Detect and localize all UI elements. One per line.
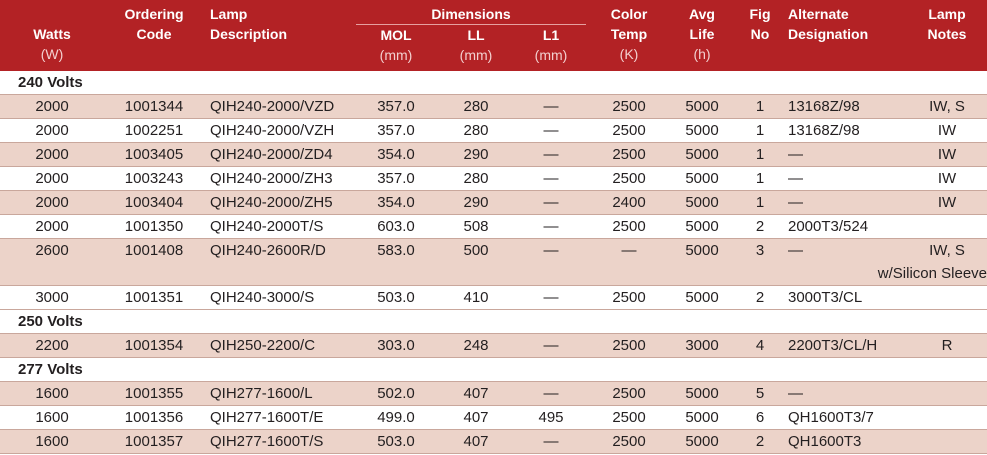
cell-color-temp: 2500: [586, 382, 672, 406]
cell-ordering-code: 1001350: [124, 218, 184, 235]
cell-mol: 583.0: [356, 239, 436, 286]
col-fig-no: Fig No: [749, 6, 771, 42]
cell-ll: 280: [463, 122, 489, 139]
cell-watts: 2000: [0, 191, 104, 215]
cell-lamp-description: QIH240-2000/VZH: [210, 122, 335, 139]
cell-alternate-designation: QH1600T3/7: [788, 409, 874, 426]
cell-l1: —: [516, 191, 586, 215]
cell-ll: 407: [436, 382, 516, 406]
cell-l1: —: [543, 218, 559, 235]
cell-avg-life: 5000: [685, 170, 719, 187]
cell-fig-no: 2: [732, 430, 788, 454]
cell-ll: 280: [436, 95, 516, 119]
cell-l1: —: [516, 334, 586, 358]
cell-lamp-notes: IW: [907, 143, 987, 167]
section-title: 277 Volts: [0, 358, 987, 382]
cell-ordering-code: 1001355: [104, 382, 204, 406]
cell-lamp-notes: [877, 239, 987, 286]
cell-ll: 508: [463, 218, 489, 235]
cell-color-temp: 2500: [586, 334, 672, 358]
table-row: [0, 215, 987, 239]
cell-watts: 2000: [0, 95, 104, 119]
cell-fig-no: 1: [755, 170, 765, 187]
cell-lamp-notes: [907, 430, 987, 454]
table-row: [0, 239, 987, 286]
cell-mol: 502.0: [356, 382, 436, 406]
cell-fig-no: 3: [732, 239, 788, 286]
cell-lamp-description: QIH240-3000/S: [210, 289, 315, 306]
cell-lamp-description: QIH240-2000/ZD4: [204, 143, 356, 167]
cell-ordering-code: 1001408: [104, 239, 204, 286]
col-color-temp: Color Temp (K): [610, 6, 648, 62]
cell-avg-life: 5000: [685, 122, 719, 139]
col-watts: Watts (W): [33, 26, 71, 62]
cell-lamp-notes: [907, 382, 987, 406]
cell-ordering-code: 1001357: [104, 430, 204, 454]
cell-ll: 248: [436, 334, 516, 358]
cell-color-temp: 2500: [586, 95, 672, 119]
cell-alternate-designation: 2200T3/CL/H: [788, 334, 907, 358]
cell-ordering-code: 1001344: [104, 95, 204, 119]
cell-mol: 357.0: [356, 95, 436, 119]
cell-color-temp: 2500: [612, 289, 646, 306]
cell-lamp-description: QIH240-2000/ZH3: [210, 170, 333, 187]
cell-ll: 290: [436, 143, 516, 167]
cell-lamp-description: QIH240-2000/ZH5: [204, 191, 356, 215]
cell-ordering-code: 1003404: [104, 191, 204, 215]
col-ordering-code: Ordering Code: [124, 6, 184, 42]
cell-watts: 1600: [0, 382, 104, 406]
table-row: [0, 286, 987, 310]
table-row: [0, 191, 987, 215]
cell-color-temp: 2500: [612, 170, 646, 187]
section-title: 240 Volts: [0, 71, 987, 95]
cell-ll: 280: [463, 170, 489, 187]
lamp-notes-extra: w/Silicon Sleeve: [877, 265, 987, 282]
cell-ordering-code: 1001356: [124, 409, 184, 426]
cell-alternate-designation: QH1600T3: [788, 430, 907, 454]
cell-avg-life: 5000: [685, 218, 719, 235]
cell-lamp-description: QIH240-2600R/D: [204, 239, 356, 286]
col-mol: MOL (mm): [379, 27, 413, 63]
table-row: [0, 334, 987, 358]
cell-alternate-designation: —: [788, 170, 803, 187]
cell-avg-life: 5000: [672, 191, 732, 215]
section-title: 250 Volts: [0, 310, 987, 334]
cell-watts: 2000: [35, 122, 69, 139]
cell-l1: —: [543, 289, 559, 306]
cell-alternate-designation: —: [788, 382, 907, 406]
cell-fig-no: 1: [732, 191, 788, 215]
cell-lamp-notes: R: [907, 334, 987, 358]
cell-l1: 495: [538, 409, 564, 426]
cell-mol: 354.0: [356, 143, 436, 167]
cell-lamp-notes: [907, 215, 987, 239]
cell-lamp-notes: IW: [937, 170, 957, 187]
table-row: [0, 430, 987, 454]
section-header-row: [0, 310, 987, 334]
cell-avg-life: 3000: [672, 334, 732, 358]
col-lamp-description: Lamp Description: [210, 6, 288, 42]
cell-fig-no: 1: [732, 143, 788, 167]
cell-watts: 2600: [0, 239, 104, 286]
cell-mol: 357.0: [377, 170, 415, 187]
table-row: [0, 95, 987, 119]
cell-lamp-description: QIH277-1600/L: [204, 382, 356, 406]
cell-fig-no: 5: [732, 382, 788, 406]
cell-lamp-notes: [907, 286, 987, 310]
cell-avg-life: 5000: [672, 143, 732, 167]
cell-color-temp: 2500: [612, 122, 646, 139]
table-row: [0, 119, 987, 143]
cell-color-temp: 2500: [586, 143, 672, 167]
cell-l1: —: [516, 430, 586, 454]
cell-avg-life: 5000: [672, 239, 732, 286]
table-row: [0, 382, 987, 406]
cell-lamp-description: QIH240-2000/VZD: [204, 95, 356, 119]
cell-fig-no: 2: [755, 289, 765, 306]
cell-lamp-notes: IW: [907, 191, 987, 215]
cell-mol: 503.0: [356, 430, 436, 454]
cell-mol: 503.0: [377, 289, 415, 306]
cell-alternate-designation: —: [788, 239, 907, 286]
cell-watts: 3000: [35, 289, 69, 306]
cell-l1: —: [516, 382, 586, 406]
col-avg-life: Avg Life (h): [689, 6, 715, 62]
section-header-row: [0, 71, 987, 95]
cell-watts: 1600: [0, 430, 104, 454]
cell-mol: 303.0: [356, 334, 436, 358]
cell-color-temp: 2500: [612, 218, 646, 235]
cell-mol: 499.0: [377, 409, 415, 426]
cell-lamp-notes: [907, 406, 987, 430]
cell-lamp-notes: IW, S: [907, 95, 987, 119]
cell-ordering-code: 1003243: [124, 170, 184, 187]
table-row: [0, 406, 987, 430]
cell-ll: 407: [436, 430, 516, 454]
cell-alternate-designation: 3000T3/CL: [788, 289, 863, 306]
cell-ll: 500: [436, 239, 516, 286]
cell-color-temp: 2500: [586, 430, 672, 454]
cell-ordering-code: 1003405: [104, 143, 204, 167]
cell-alternate-designation: 13168Z/98: [788, 122, 860, 139]
cell-ll: 290: [436, 191, 516, 215]
col-l1: L1 (mm): [534, 27, 568, 63]
cell-ll: 407: [463, 409, 489, 426]
cell-watts: 2000: [35, 218, 69, 235]
cell-lamp-description: QIH277-1600T/S: [204, 430, 356, 454]
table-row: [0, 167, 987, 191]
cell-mol: 603.0: [377, 218, 415, 235]
cell-ordering-code: 1002251: [124, 122, 184, 139]
cell-color-temp: —: [586, 239, 672, 286]
cell-color-temp: 2500: [612, 409, 646, 426]
col-dimensions: Dimensions: [356, 0, 586, 25]
cell-watts: 2000: [35, 170, 69, 187]
cell-lamp-description: QIH240-2000T/S: [210, 218, 324, 235]
section-header-row: [0, 358, 987, 382]
cell-color-temp: 2400: [586, 191, 672, 215]
cell-avg-life: 5000: [685, 289, 719, 306]
cell-l1: —: [543, 122, 559, 139]
cell-alternate-designation: 2000T3/524: [788, 218, 869, 235]
lamp-notes-line: IW, S: [929, 242, 965, 259]
cell-ordering-code: 1001351: [124, 289, 184, 306]
cell-avg-life: 5000: [685, 409, 719, 426]
cell-ordering-code: 1001354: [104, 334, 204, 358]
cell-mol: 357.0: [377, 122, 415, 139]
cell-alternate-designation: 13168Z/98: [788, 95, 907, 119]
cell-fig-no: 4: [732, 334, 788, 358]
cell-ll: 410: [463, 289, 489, 306]
table-body: [0, 71, 987, 454]
table-row: [0, 143, 987, 167]
cell-fig-no: 1: [732, 95, 788, 119]
cell-fig-no: 1: [755, 122, 765, 139]
cell-fig-no: 6: [755, 409, 765, 426]
cell-avg-life: 5000: [672, 95, 732, 119]
cell-lamp-notes: IW: [937, 122, 957, 139]
cell-l1: —: [516, 143, 586, 167]
cell-fig-no: 2: [755, 218, 765, 235]
cell-avg-life: 5000: [672, 430, 732, 454]
col-alternate-designation: Alternate Designation: [788, 6, 869, 42]
cell-avg-life: 5000: [672, 382, 732, 406]
cell-watts: 1600: [35, 409, 69, 426]
table-header: [0, 0, 987, 71]
cell-l1: —: [516, 95, 586, 119]
cell-mol: 354.0: [356, 191, 436, 215]
cell-l1: —: [516, 239, 586, 286]
cell-l1: —: [543, 170, 559, 187]
cell-watts: 2000: [0, 143, 104, 167]
cell-lamp-description: QIH250-2200/C: [204, 334, 356, 358]
cell-lamp-description: QIH277-1600T/E: [210, 409, 324, 426]
cell-alternate-designation: —: [788, 191, 907, 215]
col-ll: LL (mm): [459, 27, 493, 63]
col-lamp-notes: Lamp Notes: [927, 6, 967, 42]
cell-watts: 2200: [0, 334, 104, 358]
cell-alternate-designation: —: [788, 143, 907, 167]
